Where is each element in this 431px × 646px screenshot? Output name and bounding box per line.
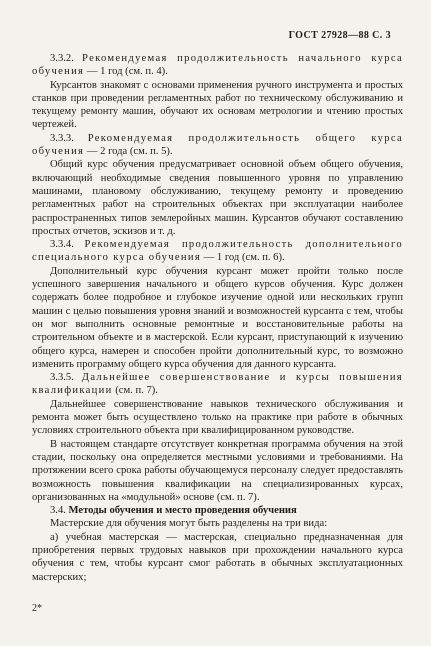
list-item: а) учебная мастерская — мастерская, специально предназначенная для приобретения первых трудовых навыков при прохождении начального курса обучения с тем, чтобы курсант смог работать в обычных эксплуатационных мастерских; — [32, 531, 403, 583]
clause-3-3-3 — [32, 132, 403, 159]
paragraph: Курсантов знакомят с основами применения ручного инструмента и простых станков при проведении регламентных работ по техническому обслуживанию и текущему ремонту машин, обучают их основам метрологии и чтению простых чертежей. — [32, 79, 403, 131]
clause-title: Методы обучения и место проведения обучения — [68, 505, 297, 517]
paragraph: Общий курс обучения предусматривает основной объем общего обучения, включающий необходимые сведения повышенного уровня по управлению машинами, плановому обслуживанию, текущему ремонту и проведению регламентных работ на строительных объектах при эксплуатации наиболее распространенных типов землеройных машин. Курсантов обучают составлению простых отчетов, эскизов и т. д. — [32, 159, 403, 237]
document-header: ГОСТ 27928—88 С. 3 — [288, 30, 391, 41]
clause-3-3-2 — [32, 52, 403, 79]
clause-3-3-5 — [32, 371, 403, 398]
clause-duration: — 1 год (см. п. 4). — [84, 66, 168, 78]
clause-number: 3.3.5. — [50, 372, 74, 384]
paragraph: Дальнейшее совершенствование навыков технического обслуживания и ремонта может быть осуществлено только на практике при работе в обычных условиях строительного объекта при квалифицированном руководстве. — [32, 398, 403, 437]
clause-number: 3.3.3. — [50, 132, 74, 144]
clause-number: 3.4. — [50, 505, 66, 517]
clause-duration: — 2 года (см. п. 5). — [84, 146, 173, 158]
clause-title: Рекомендуемая продолжительность общего курса обучения — [32, 132, 403, 158]
clause-title: Рекомендуемая продолжительность дополнительного специального курса обучения — [32, 239, 403, 264]
clause-duration: — 1 год (см. п. 6). — [201, 252, 285, 264]
document-body — [32, 52, 403, 584]
clause-3-3-4 — [32, 238, 403, 265]
page-footer-mark: 2* — [32, 603, 42, 614]
clause-title: Рекомендуемая продолжительность начального курса обучения — [32, 53, 403, 78]
paragraph: Мастерские для обучения могут быть разделены на три вида: — [50, 518, 328, 530]
clause-3-4 — [32, 504, 403, 517]
clause-number: 3.3.2. — [50, 53, 74, 64]
clause-reference: (см. п. 7). — [112, 385, 158, 397]
paragraph: В настоящем стандарте отсутствует конкретная программа обучения на этой стадии, поскольку она определяется местными условиями и требованиями. На протяжении всего срока работы обучающемуся персоналу следует предоставлять возможность повышения квалификации на специализированных курсах, организованных на «модульной» основе (см. п. 7). — [32, 438, 403, 503]
paragraph: Дополнительный курс обучения курсант может пройти только после успешного завершения начального и общего курсов обучения. Курс должен содержать более подробное и глубокое изучение одной или нескольких групп машин с целью повышения уровня знаний и возможностей курсанта с тем, чтобы он мог выполнить основные ремонтные и восстановительные работы на строительном объекте и в мастерской. Если курсант, приступающий к изучению общего курса, намерен и способен пройти дополнительный курс, то возможно изменить программу общего курса обучения для данного курсанта. — [32, 265, 403, 370]
clause-title: Дальнейшее совершенствование и курсы повышения квалификации — [32, 372, 403, 397]
clause-number: 3.3.4. — [50, 239, 74, 251]
